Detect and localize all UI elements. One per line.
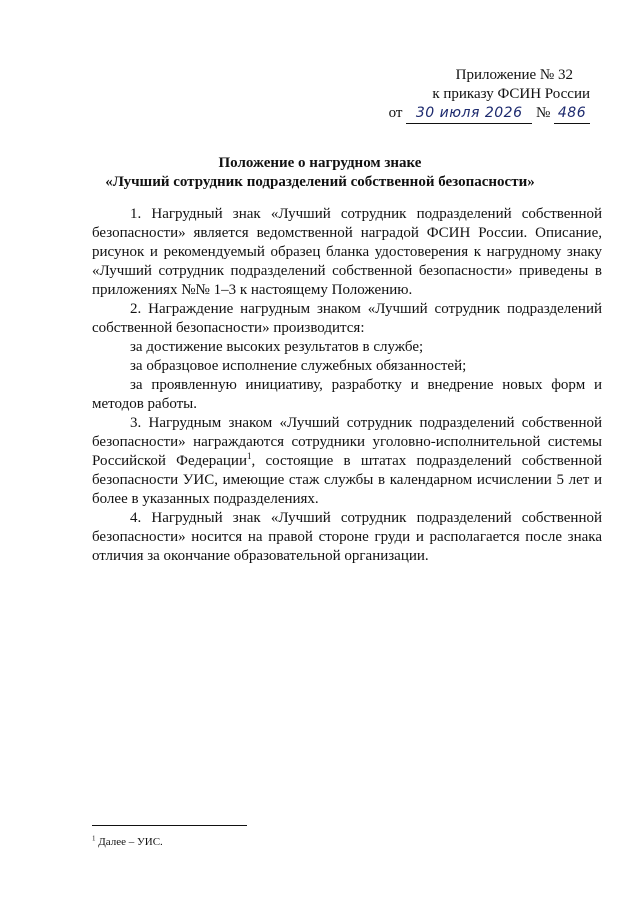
footnote-mark: 1 bbox=[92, 834, 96, 843]
number-label: № bbox=[535, 105, 551, 121]
footnote-text: Далее – УИС. bbox=[95, 836, 163, 848]
order-date-line bbox=[350, 104, 590, 124]
paragraph-2: 2. Награждение нагрудным знаком «Лучший сотрудник подразделений собственной безопасности» производится: bbox=[92, 301, 602, 336]
paragraph-2-item-1: за достижение высоких результатов в службе; bbox=[130, 339, 424, 355]
paragraph-3 bbox=[92, 414, 602, 509]
paragraph-1: 1. Нагрудный знак «Лучший сотрудник подразделений собственной безопасности» является ведомственной наградой ФСИН России. Описание, рисунок и рекомендуемый образец бланка удостоверения к нагрудному знаку «Лучший сотрудник подразделений собственной безопасности» приведены в приложениях №№ 1–3 к настоящему Положению. bbox=[92, 206, 602, 298]
paragraph-2-item-3: за проявленную инициативу, разработку и внедрение новых форм и методов работы. bbox=[92, 377, 602, 412]
from-label: от bbox=[388, 105, 403, 121]
paragraph-4: 4. Нагрудный знак «Лучший сотрудник подразделений собственной безопасности» носится на правой стороне груди и располагается после знака отличия за окончание образовательной организации. bbox=[92, 510, 602, 564]
handwritten-number: 486 bbox=[554, 104, 590, 124]
title-line-2: «Лучший сотрудник подразделений собственной безопасности» bbox=[105, 174, 535, 190]
paragraph-2-item-2: за образцовое исполнение служебных обязанностей; bbox=[130, 358, 467, 374]
paragraph-3-text-a: 3. Нагрудным знаком «Лучший сотрудник подразделений собственной безопасности» награждаются сотрудники уголовно-исполнительной системы Российской Федерации bbox=[92, 415, 602, 469]
paragraph-3-text-b: , состоящие в штатах подразделений собственной безопасности УИС, имеющие стаж службы в календарном исчислении 5 лет и более в указанных подразделениях. bbox=[92, 453, 602, 507]
order-reference: к приказу ФСИН России bbox=[432, 86, 590, 102]
footnote-reference: 1 bbox=[246, 451, 252, 461]
appendix-number: Приложение № 32 bbox=[455, 67, 573, 83]
handwritten-date: 30 июля 2026 bbox=[406, 104, 532, 124]
appendix-header bbox=[350, 66, 590, 124]
document-title bbox=[0, 154, 640, 192]
document-body bbox=[92, 205, 602, 566]
title-line-1: Положение о нагрудном знаке bbox=[218, 155, 422, 171]
footnote bbox=[92, 835, 163, 849]
footnote-separator bbox=[92, 825, 247, 826]
